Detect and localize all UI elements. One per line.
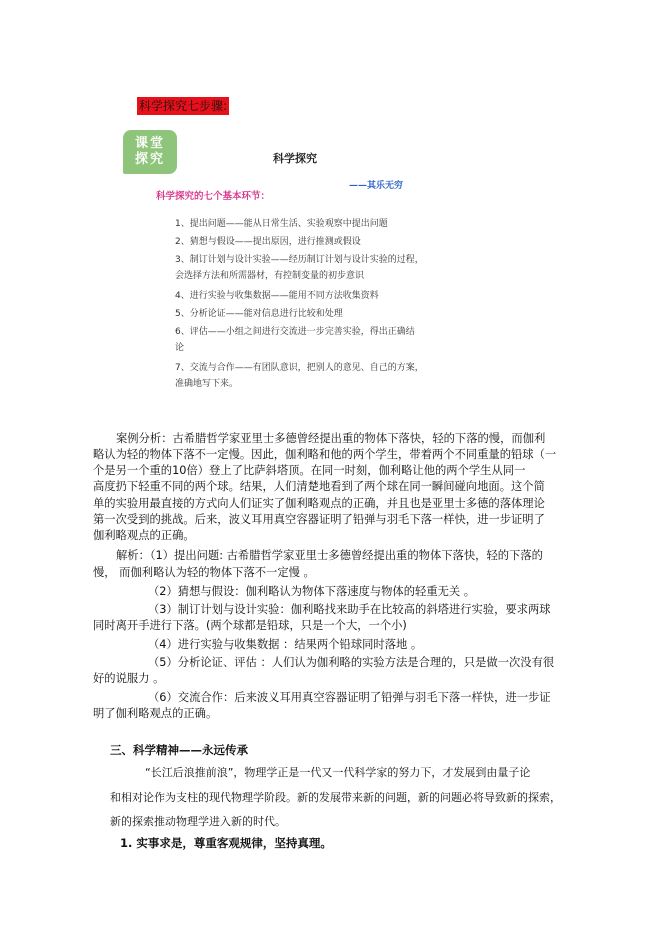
analysis-line: （4）进行实验与收集数据 ：结果两个铅球同时落地 。 <box>148 638 423 651</box>
paragraph-line: 和相对论作为支柱的现代物理学阶段。新的发展带来新的问题，新的问题必将导致新的探索， <box>110 791 561 804</box>
case-line: 单的实验用最直接的方式向人们证实了伽利略观点的正确，并且也是亚里士多德的落体理论 <box>93 497 545 510</box>
step-line: 会选择方法和所需器材，有控制变量的初步意识 <box>175 271 365 281</box>
badge-line-2: 探究 <box>134 152 165 167</box>
analysis-line: 明了伽利略观点的正确。 <box>93 707 218 720</box>
analysis-line: 好的说服力 。 <box>93 672 165 685</box>
case-line: 高度扔下轻重不同的两个球。结果，人们清楚地看到了两个球在同一瞬间碰向地面。这个简 <box>93 480 545 493</box>
section-title: 三、科学精神——永远传承 <box>110 743 248 757</box>
analysis-line: 同时离开手进行下落。(两个球都是铅球，只是一个大，一个小) <box>93 619 407 632</box>
figure-subtitle: 科学探究的七个基本环节： <box>156 191 271 202</box>
step-line: 1、提出问题——能从日常生活、实验观察中提出问题 <box>175 219 388 229</box>
paragraph-line: 新的探索推动物理学进入新的时代。 <box>110 815 286 828</box>
step-line: 3、制订计划与设计实验——经历制订计划与设计实验的过程， <box>175 255 424 265</box>
section-heading-highlight: 科学探究七步骤: <box>139 99 228 113</box>
step-line: 2、猜想与假设——提出原因，进行推测或假设 <box>175 237 361 247</box>
step-line: 6、评估——小组之间进行交流进一步完善实验，得出正确结 <box>175 327 415 337</box>
case-line: 略认为轻的物体下落不一定慢。因此，伽利略和他的两个学生，带着两个不同重量的铅球（一 <box>93 448 557 461</box>
case-line: 个是另一个重的10倍）登上了比萨斜塔顶。在同一时刻，伽利略让他的两个学生从同一 <box>93 464 526 477</box>
analysis-line: （5）分析论证、评估 ：人们认为伽利略的实验方法是合理的，只是做一次没有很 <box>148 656 555 669</box>
analysis-line: （3）制订计划与设计实验：伽利略找来助手在比较高的斜塔进行实验，要求两球 <box>148 603 551 616</box>
figure-motto: ——其乐无穷 <box>349 181 404 191</box>
badge-line-1: 课堂 <box>134 136 165 151</box>
principle-line: 1. 实事求是，尊重客观规律，坚持真理。 <box>120 836 332 850</box>
analysis-line: 慢， 而伽利略认为轻的物体下落不一定慢 。 <box>93 566 315 579</box>
figure-title: 科学探究 <box>273 152 317 165</box>
analysis-line: （2）猜想与假设：伽利略认为物体下落速度与物体的轻重无关 。 <box>148 585 476 598</box>
step-line: 7、交流与合作——有团队意识，把别人的意见、自己的方案， <box>175 363 424 373</box>
case-line: 案例分析：古希腊哲学家亚里士多德曾经提出重的物体下落快，轻的下落的慢，而伽利 <box>116 432 546 445</box>
classroom-inquiry-badge <box>123 130 177 174</box>
step-line: 论 <box>175 343 185 353</box>
step-line: 准确地写下来。 <box>175 379 239 389</box>
step-line: 4、进行实验与收集数据——能用不同方法收集资料 <box>175 291 379 301</box>
analysis-line: （6）交流合作：后来波义耳用真空容器证明了铅弹与羽毛下落一样快，进一步证 <box>148 691 551 704</box>
paragraph-line: “长江后浪推前浪”，物理学正是一代又一代科学家的努力下，才发展到由量子论 <box>145 766 531 779</box>
case-line: 伽利略观点的正确。 <box>93 529 195 542</box>
analysis-line: 解析：（1）提出问题: 古希腊哲学家亚里士多德曾经提出重的物体下落快，轻的下落的 <box>116 549 543 562</box>
step-line: 5、分析论证——能对信息进行比较和处理 <box>175 309 343 319</box>
case-line: 第一次受到的挑战。后来，波义耳用真空容器证明了铅弹与羽毛下落一样快，进一步证明了 <box>93 513 545 526</box>
science-inquiry-figure <box>118 124 463 396</box>
